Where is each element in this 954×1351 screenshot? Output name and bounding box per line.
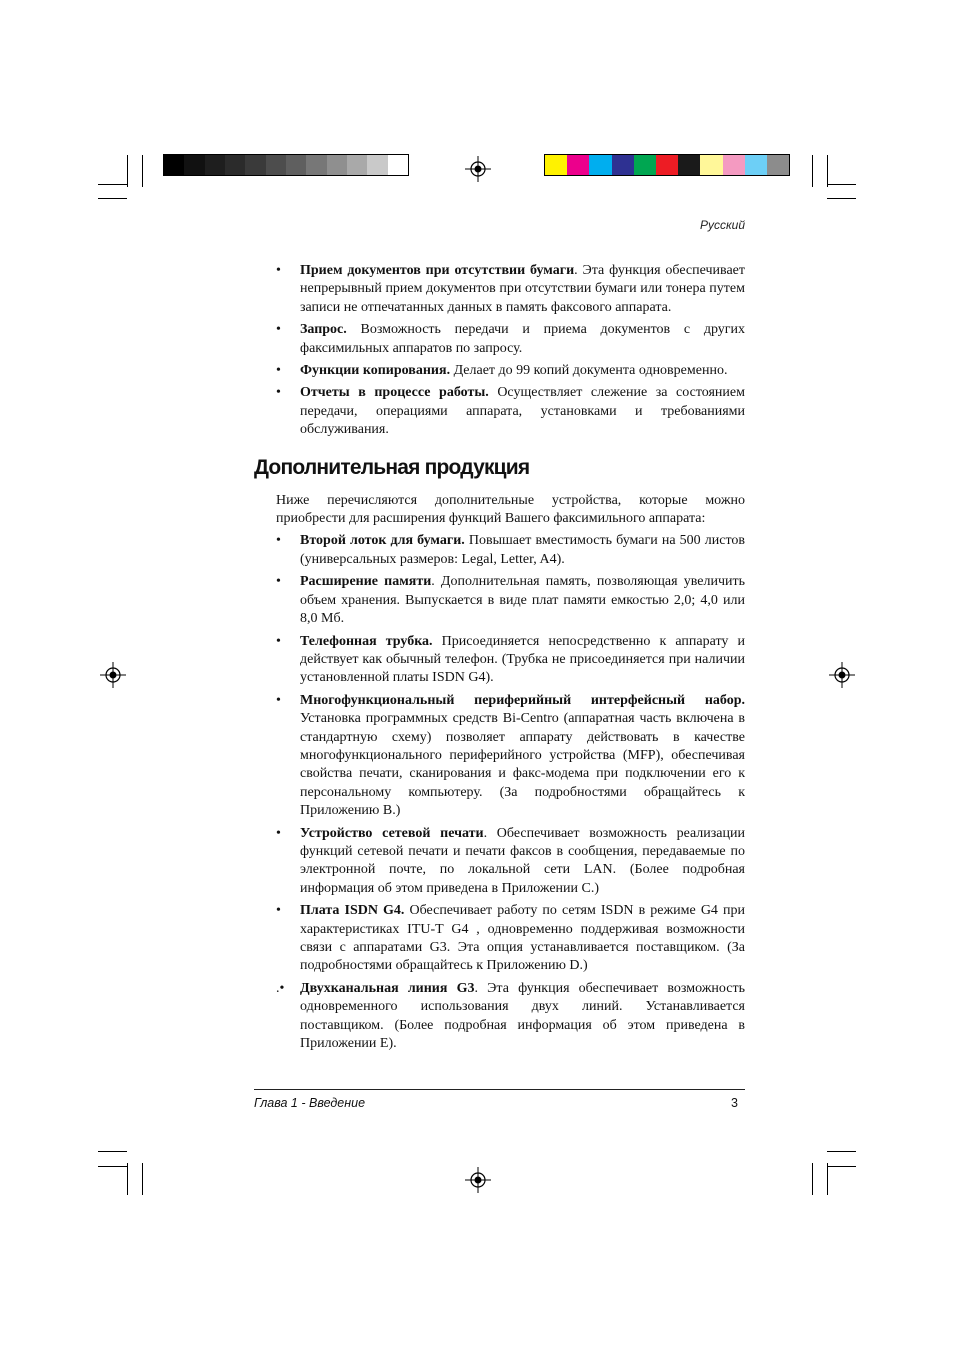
color-swatch — [589, 155, 611, 175]
color-swatch — [205, 155, 225, 175]
color-swatch — [745, 155, 767, 175]
color-swatch — [184, 155, 204, 175]
footer-rule — [254, 1089, 745, 1090]
bullet-marker: • — [276, 903, 281, 919]
list-item — [254, 573, 745, 628]
list-item — [254, 532, 745, 569]
color-swatch — [634, 155, 656, 175]
item-text: Осуществляет слежение за состоянием передачи, операциями аппарата, установками и требованиями обслуживания. — [300, 385, 745, 438]
bullet-marker: • — [276, 363, 281, 379]
item-text: Установка программных средств Bi-Centro (аппаратная часть включена в стандартную схему) позволяет аппарату действовать в качестве многофункционального периферийного устройства (MFP), обеспечивая свойства печати, сканирования и факс-модема при подключении его к персональному компьютеру. (За подробностями обращайтесь к Приложению B.) — [300, 711, 745, 819]
item-term: Второй лоток для бумаги. — [300, 533, 465, 549]
bullet-marker: • — [276, 633, 281, 649]
item-text: . Эта функция обеспечивает возможность одновременного использования двух линий. Устанавливается поставщиком. (Более подробная информация об этом приведена в Приложении E). — [300, 980, 745, 1052]
item-term: Прием документов при отсутствии бумаги — [300, 263, 575, 278]
page-content — [254, 262, 745, 1057]
bullet-marker: • — [276, 385, 281, 401]
color-swatch — [367, 155, 387, 175]
bullet-marker: • — [276, 533, 281, 549]
list-item — [254, 633, 745, 688]
bullet-marker: • — [276, 692, 281, 708]
page-number: 3 — [731, 1096, 738, 1110]
registration-mark-right-icon — [829, 662, 855, 688]
section-intro: Ниже перечисляются дополнительные устройства, которые можно приобрести для расширения функций Вашего факсимильного аппарата: — [276, 492, 745, 527]
item-term: Двухканальная линия G3 — [300, 980, 475, 996]
feature-list — [254, 262, 745, 440]
bullet-marker: • — [276, 825, 281, 841]
color-swatch — [306, 155, 326, 175]
registration-mark-bottom-icon — [465, 1167, 491, 1193]
item-text: . Эта функция обеспечивает непрерывный прием документов при отсутствии бумаги или тонера путем записи не отпечатанных данных в память факсового аппарата. — [300, 263, 745, 315]
item-term: Телефонная трубка. — [300, 633, 433, 649]
item-term: Расширение памяти — [300, 574, 432, 590]
item-term: Плата ISDN G4. — [300, 903, 405, 919]
item-term: Отчеты в процессе работы. — [300, 385, 489, 401]
list-item — [254, 980, 745, 1054]
color-swatch — [347, 155, 367, 175]
item-term: Многофункциональный периферийный интерфейсный набор. — [300, 692, 745, 708]
color-swatch — [266, 155, 286, 175]
item-term: Устройство сетевой печати — [300, 825, 484, 841]
list-item — [254, 321, 745, 358]
color-swatch — [723, 155, 745, 175]
item-text: . Обеспечивает возможность реализации функций сетевой печати и печати факсов в сообщения, передаваемые по электронной почте, по локальной сети LAN. (Более подробная информация об этом приведена в Приложении C.) — [300, 825, 745, 896]
item-text: Делает до 99 копий документа одновременно. — [450, 363, 728, 379]
bullet-marker: • — [276, 263, 281, 278]
color-swatch — [678, 155, 700, 175]
color-swatch — [286, 155, 306, 175]
registration-mark-top-icon — [465, 156, 491, 182]
bullet-marker: • — [276, 322, 281, 338]
running-header-language: Русский — [699, 218, 745, 232]
color-swatch — [567, 155, 589, 175]
item-text: Присоединяется непосредственно к аппарату и действует как обычный телефон. (Трубка не присоединяется при наличии установленной платы ISDN G4). — [300, 633, 745, 686]
color-swatch — [612, 155, 634, 175]
color-swatch — [700, 155, 722, 175]
color-swatch — [388, 155, 408, 175]
item-text: Повышает вместимость бумаги на 500 листов (универсальных размеров: Legal, Letter, A4). — [300, 533, 745, 567]
color-swatch — [225, 155, 245, 175]
list-item — [254, 825, 745, 899]
color-swatch — [164, 155, 184, 175]
color-swatch — [767, 155, 789, 175]
grayscale-color-bar — [163, 154, 409, 176]
color-swatch — [327, 155, 347, 175]
color-swatch — [545, 155, 567, 175]
footer-chapter: Глава 1 - Введение — [254, 1096, 366, 1110]
color-swatch — [245, 155, 265, 175]
item-text: Обеспечивает работу по сетям ISDN в режиме G4 при характеристиках ITU-T G4 , одновременно поддерживая возможности связи с аппаратами G3. Эта опция устанавливается поставщиком. (За подробностями обращайтесь к Приложению D.) — [300, 903, 745, 974]
bullet-marker: .• — [276, 980, 285, 996]
item-term: Запрос. — [300, 322, 347, 338]
item-text: . Дополнительная память, позволяющая увеличить объем хранения. Выпускается в виде плат памяти емкостью 2,0; 4,0 или 8,0 Мб. — [300, 574, 745, 627]
list-item — [254, 362, 745, 380]
registration-mark-left-icon — [100, 662, 126, 688]
list-item — [254, 384, 745, 439]
item-term: Функции копирования. — [300, 363, 451, 379]
options-list — [254, 532, 745, 1053]
process-color-bar — [544, 154, 790, 176]
section-title: Дополнительная продукция — [254, 455, 530, 479]
list-item — [254, 692, 745, 821]
item-text: Возможность передачи и приема документов с других факсимильных аппаратов по запросу. — [300, 322, 745, 356]
list-item — [254, 262, 745, 317]
list-item — [254, 902, 745, 976]
color-swatch — [656, 155, 678, 175]
bullet-marker: • — [276, 574, 281, 590]
